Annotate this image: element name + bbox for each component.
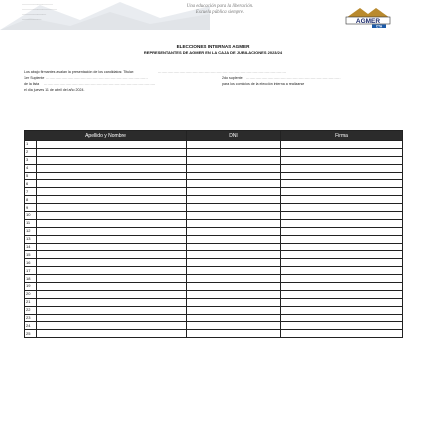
signature-cell[interactable]: [281, 141, 403, 149]
dni-cell[interactable]: [187, 164, 281, 172]
row-number: 22: [25, 306, 37, 314]
dni-cell[interactable]: [187, 306, 281, 314]
name-cell[interactable]: [37, 172, 187, 180]
title-line-2: REPRESENTANTES DE AGMER EN LA CAJA DE JUBILACIONES 2023/24: [143, 50, 283, 55]
row-number: 6: [25, 180, 37, 188]
row-number: 2: [25, 148, 37, 156]
table-row: [25, 267, 403, 275]
name-cell[interactable]: [37, 227, 187, 235]
table-row: [25, 283, 403, 291]
table-row: [25, 172, 403, 180]
fill-in-dots: .............................................................................................: [44, 82, 156, 86]
row-number: 21: [25, 298, 37, 306]
table-row: [25, 314, 403, 322]
name-cell[interactable]: [37, 330, 187, 338]
row-number: 10: [25, 212, 37, 220]
dni-cell[interactable]: [187, 141, 281, 149]
name-cell[interactable]: [37, 306, 187, 314]
fill-in-dots: .....................................................................................: [46, 76, 148, 80]
signature-cell[interactable]: [281, 298, 403, 306]
declaration-fragment: 1er Suplente: [24, 76, 45, 80]
dni-cell[interactable]: [187, 251, 281, 259]
agmer-logo-icon: [342, 6, 394, 28]
dni-cell[interactable]: [187, 156, 281, 164]
signature-table: [24, 130, 403, 338]
declaration-fragment: de la lista: [24, 82, 40, 86]
signature-cell[interactable]: [281, 156, 403, 164]
svg-text:AGMER: AGMER: [355, 18, 381, 25]
signature-cell[interactable]: [281, 227, 403, 235]
org-line: ....................................: [22, 7, 58, 11]
org-line: ....................: [22, 17, 42, 21]
name-cell[interactable]: [37, 290, 187, 298]
row-number: 14: [25, 243, 37, 251]
name-cell[interactable]: [37, 196, 187, 204]
row-number: 11: [25, 219, 37, 227]
name-cell[interactable]: [37, 251, 187, 259]
org-line: ................................: [22, 2, 54, 6]
name-cell[interactable]: [37, 314, 187, 322]
signature-cell[interactable]: [281, 235, 403, 243]
org-line: .........................: [22, 12, 47, 16]
row-number: 7: [25, 188, 37, 196]
fill-in-dots: ...........................................................................................................: [158, 70, 287, 74]
declaration-fragment: 2do suplente: [222, 76, 243, 80]
row-number: 17: [25, 267, 37, 275]
signature-cell[interactable]: [281, 196, 403, 204]
table-row: [25, 164, 403, 172]
row-number: 25: [25, 330, 37, 338]
table-row: [25, 330, 403, 338]
signature-cell[interactable]: [281, 219, 403, 227]
name-cell[interactable]: [37, 164, 187, 172]
signature-cell[interactable]: [281, 290, 403, 298]
signature-cell[interactable]: [281, 148, 403, 156]
row-number: 12: [25, 227, 37, 235]
tagline-line: Una educación para la liberación.: [186, 4, 254, 9]
table-row: [25, 156, 403, 164]
row-number: 24: [25, 322, 37, 330]
name-cell[interactable]: [37, 180, 187, 188]
signature-cell[interactable]: [281, 172, 403, 180]
name-cell[interactable]: [37, 235, 187, 243]
row-number: 15: [25, 251, 37, 259]
dni-cell[interactable]: [187, 204, 281, 212]
signature-cell[interactable]: [281, 267, 403, 275]
row-number: 23: [25, 314, 37, 322]
dni-cell[interactable]: [187, 212, 281, 220]
row-number: 3: [25, 156, 37, 164]
declaration-line: [24, 88, 404, 94]
name-cell[interactable]: [37, 148, 187, 156]
table-header-row: [25, 131, 403, 141]
table-row: [25, 227, 403, 235]
declaration-fragment: el día jueves 11 de abril del año 2024.: [24, 88, 85, 92]
signature-cell[interactable]: [281, 322, 403, 330]
name-cell[interactable]: [37, 204, 187, 212]
column-header-signature: Firma: [281, 131, 403, 141]
table-row: [25, 204, 403, 212]
svg-text:CTA: CTA: [375, 24, 383, 28]
signature-cell[interactable]: [281, 180, 403, 188]
table-row: [25, 219, 403, 227]
table-row: [25, 212, 403, 220]
tagline-line: Escuela pública siempre.: [195, 10, 245, 15]
signature-cell[interactable]: [281, 283, 403, 291]
row-number: 20: [25, 290, 37, 298]
table-row: [25, 188, 403, 196]
dni-cell[interactable]: [187, 196, 281, 204]
signature-cell[interactable]: [281, 314, 403, 322]
name-cell[interactable]: [37, 156, 187, 164]
table-row: [25, 298, 403, 306]
name-cell[interactable]: [37, 283, 187, 291]
dni-cell[interactable]: [187, 275, 281, 283]
table-row: [25, 180, 403, 188]
name-cell[interactable]: [37, 259, 187, 267]
table-row: [25, 259, 403, 267]
name-cell[interactable]: [37, 243, 187, 251]
table-row: [25, 148, 403, 156]
table-row: [25, 243, 403, 251]
row-number: 19: [25, 283, 37, 291]
name-cell[interactable]: [37, 188, 187, 196]
name-cell[interactable]: [37, 212, 187, 220]
row-number: 13: [25, 235, 37, 243]
declaration-fragment: Los abajo firmantes avalan la presentación de los candidatos: Titular:: [24, 70, 135, 74]
dni-cell[interactable]: [187, 283, 281, 291]
signature-cell[interactable]: [281, 275, 403, 283]
signature-cell[interactable]: [281, 164, 403, 172]
signature-cell[interactable]: [281, 251, 403, 259]
row-number: 16: [25, 259, 37, 267]
tagline: [160, 4, 280, 16]
row-number: 18: [25, 275, 37, 283]
name-cell[interactable]: [37, 275, 187, 283]
org-contact-block: [22, 2, 122, 22]
table-row: [25, 141, 403, 149]
signature-cell[interactable]: [281, 243, 403, 251]
table-row: [25, 306, 403, 314]
table-row: [25, 251, 403, 259]
dni-cell[interactable]: [187, 267, 281, 275]
row-number: 1: [25, 141, 37, 149]
document-title: [0, 44, 426, 56]
dni-cell[interactable]: [187, 180, 281, 188]
signature-cell[interactable]: [281, 188, 403, 196]
signature-cell[interactable]: [281, 306, 403, 314]
name-cell[interactable]: [37, 141, 187, 149]
dni-cell[interactable]: [187, 235, 281, 243]
row-number: 5: [25, 172, 37, 180]
row-number: 8: [25, 196, 37, 204]
letterhead: [0, 0, 426, 30]
table-row: [25, 235, 403, 243]
dni-cell[interactable]: [187, 330, 281, 338]
row-number: 4: [25, 164, 37, 172]
signature-cell[interactable]: [281, 330, 403, 338]
dni-cell[interactable]: [187, 243, 281, 251]
dni-cell[interactable]: [187, 219, 281, 227]
dni-cell[interactable]: [187, 314, 281, 322]
declaration-text: [24, 70, 404, 94]
dni-cell[interactable]: [187, 298, 281, 306]
table-row: [25, 196, 403, 204]
signature-cell[interactable]: [281, 204, 403, 212]
table-row: [25, 290, 403, 298]
dni-cell[interactable]: [187, 290, 281, 298]
title-line-1: ELECCIONES INTERNAS AGMER: [176, 44, 250, 49]
dni-cell[interactable]: [187, 227, 281, 235]
name-cell[interactable]: [37, 219, 187, 227]
signature-cell[interactable]: [281, 212, 403, 220]
name-cell[interactable]: [37, 267, 187, 275]
declaration-fragment: para los comicios de la elección interna a realizarse: [222, 82, 305, 86]
table-row: [25, 322, 403, 330]
row-number: 9: [25, 204, 37, 212]
column-header-dni: DNI: [187, 131, 281, 141]
fill-in-dots: ...............................................................................: [246, 76, 341, 80]
signature-cell[interactable]: [281, 259, 403, 267]
dni-cell[interactable]: [187, 188, 281, 196]
name-cell[interactable]: [37, 322, 187, 330]
column-header-name: Apellido y Nombre: [25, 131, 187, 141]
dni-cell[interactable]: [187, 322, 281, 330]
dni-cell[interactable]: [187, 172, 281, 180]
dni-cell[interactable]: [187, 259, 281, 267]
name-cell[interactable]: [37, 298, 187, 306]
table-row: [25, 275, 403, 283]
dni-cell[interactable]: [187, 148, 281, 156]
